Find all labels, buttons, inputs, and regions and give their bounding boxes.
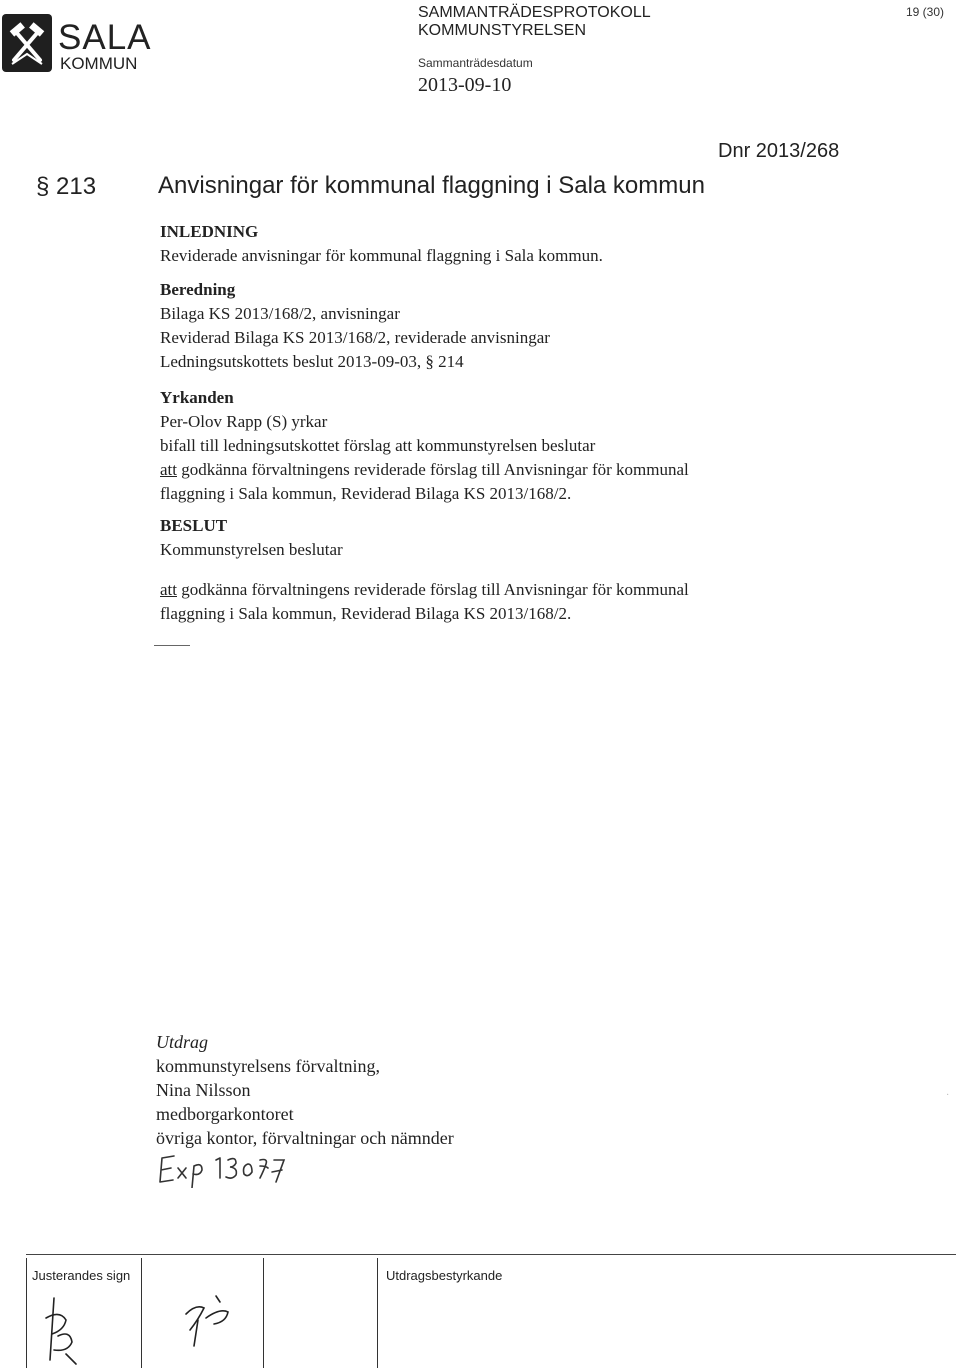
preparation-section <box>160 278 550 374</box>
case-number: Dnr 2013/268 <box>718 140 840 162</box>
decision-line-text: godkänna förvaltningens reviderade förslag till Anvisningar för kommunal <box>177 580 689 599</box>
motion-heading: Yrkanden <box>160 388 234 407</box>
signature-label: Justerandes sign <box>32 1268 131 1283</box>
logo-subtitle: KOMMUN <box>60 54 138 73</box>
sala-kommun-logo <box>2 4 150 74</box>
divider <box>154 645 190 646</box>
meeting-date: 2013-09-10 <box>418 74 512 96</box>
att-marker: att <box>160 460 177 479</box>
board-name: KOMMUNSTYRELSEN <box>418 22 587 39</box>
decision-line <box>160 578 689 602</box>
extract-recipient: medborgarkontoret <box>156 1104 294 1124</box>
motion-line: bifall till ledningsutskottet förslag att kommunstyrelsen beslutar <box>160 436 596 455</box>
preparation-heading: Beredning <box>160 280 236 299</box>
logo-name: SALA <box>58 18 152 57</box>
motion-line: Per-Olov Rapp (S) yrkar <box>160 412 328 431</box>
paragraph-number: § 213 <box>36 173 97 200</box>
footer-rule <box>26 1254 956 1255</box>
handwritten-initials <box>36 1290 96 1368</box>
decision-section <box>160 514 689 626</box>
motion-section <box>160 386 689 506</box>
extract-recipient: Nina Nilsson <box>156 1080 251 1100</box>
signature-divider <box>141 1258 142 1368</box>
extract-heading: Utdrag <box>156 1032 209 1052</box>
case-title: Anvisningar för kommunal flaggning i Sala kommun <box>158 172 705 199</box>
handwritten-initials <box>176 1290 246 1350</box>
intro-section <box>160 220 603 268</box>
preparation-line: Reviderad Bilaga KS 2013/168/2, reviderade anvisningar <box>160 328 550 347</box>
intro-text: Reviderade anvisningar för kommunal flaggning i Sala kommun. <box>160 246 603 265</box>
motion-line <box>160 458 689 482</box>
margin-mark: · <box>946 1090 950 1101</box>
decision-line: flaggning i Sala kommun, Reviderad Bilaga KS 2013/168/2. <box>160 604 572 623</box>
crossed-hammers-icon <box>2 14 52 72</box>
motion-line-text: godkänna förvaltningens reviderade förslag till Anvisningar för kommunal <box>177 460 689 479</box>
intro-heading: INLEDNING <box>160 222 259 241</box>
extract-recipient: övriga kontor, förvaltningar och nämnder <box>156 1128 454 1148</box>
handwritten-dispatch-note <box>156 1148 296 1188</box>
decision-heading: BESLUT <box>160 516 228 535</box>
page-number: 19 (30) <box>905 5 944 19</box>
att-marker: att <box>160 580 177 599</box>
decision-line: Kommunstyrelsen beslutar <box>160 540 343 559</box>
preparation-line: Bilaga KS 2013/168/2, anvisningar <box>160 304 400 323</box>
extract-recipient: kommunstyrelsens förvaltning, <box>156 1056 380 1076</box>
preparation-line: Ledningsutskottets beslut 2013-09-03, § 214 <box>160 352 464 371</box>
document-type: SAMMANTRÄDESPROTOKOLL <box>418 4 651 21</box>
extract-section <box>156 1030 454 1150</box>
meeting-date-label: Sammanträdesdatum <box>418 56 533 70</box>
certification-label: Utdragsbestyrkande <box>386 1268 503 1283</box>
motion-line: flaggning i Sala kommun, Reviderad Bilaga KS 2013/168/2. <box>160 484 572 503</box>
